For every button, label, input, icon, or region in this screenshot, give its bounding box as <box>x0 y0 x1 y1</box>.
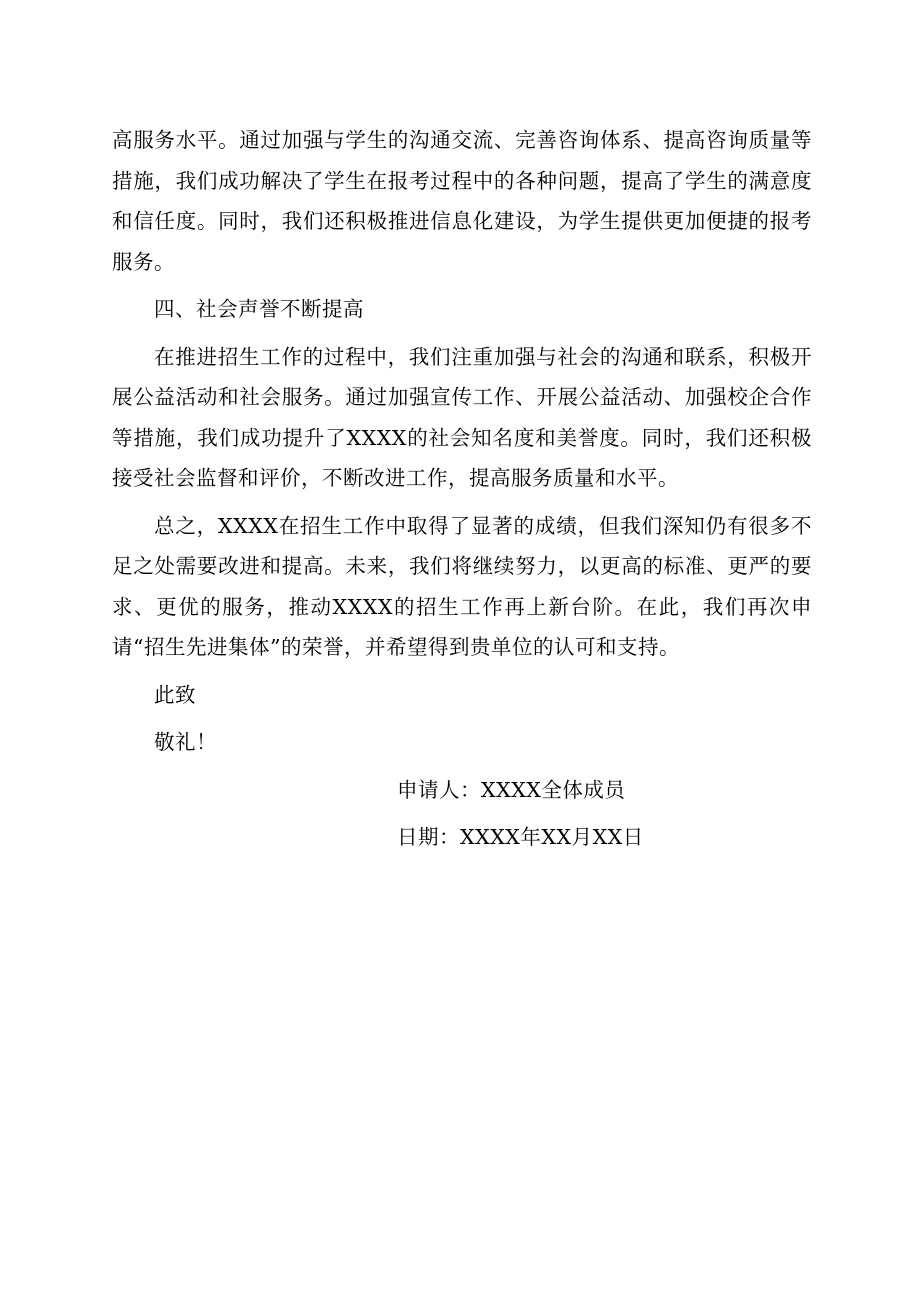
closing-regards: 敬礼！ <box>154 730 217 754</box>
signature-date: 日期：XXXX年XX月XX日 <box>397 825 644 849</box>
document-body <box>112 120 812 858</box>
paragraph-service-continued: 高服务水平。通过加强与学生的沟通交流、完善咨询体系、提高咨询质量等措施，我们成功解决了学生在报考过程中的各种问题，提高了学生的满意度和信任度。同时，我们还积极推进信息化建设，为学生提供更加便捷的报考服务。 <box>112 128 812 274</box>
signature-applicant: 申请人：XXXX全体成员 <box>397 777 626 802</box>
closing-salutation: 此致 <box>154 682 196 707</box>
section-heading-reputation: 四、社会声誉不断提高 <box>154 297 364 321</box>
paragraph-social-reputation: 在推进招生工作的过程中，我们注重加强与社会的沟通和联系，积极开展公益活动和社会服务。通过加强宣传工作、开展公益活动、加强校企合作等措施，我们成功提升了XXXX的社会知名度和美誉度。同时，我们还积极接受社会监督和评价，不断改进工作，提高服务质量和水平。 <box>112 344 812 490</box>
paragraph-conclusion: 总之，XXXX在招生工作中取得了显著的成绩，但我们深知仍有很多不足之处需要改进和提高。未来，我们将继续努力，以更高的标准、更严的要求、更优的服务，推动XXXX的招生工作再上新台阶。在此，我们再次申请“招生先进集体”的荣誉，并希望得到贵单位的认可和支持。 <box>112 513 812 659</box>
